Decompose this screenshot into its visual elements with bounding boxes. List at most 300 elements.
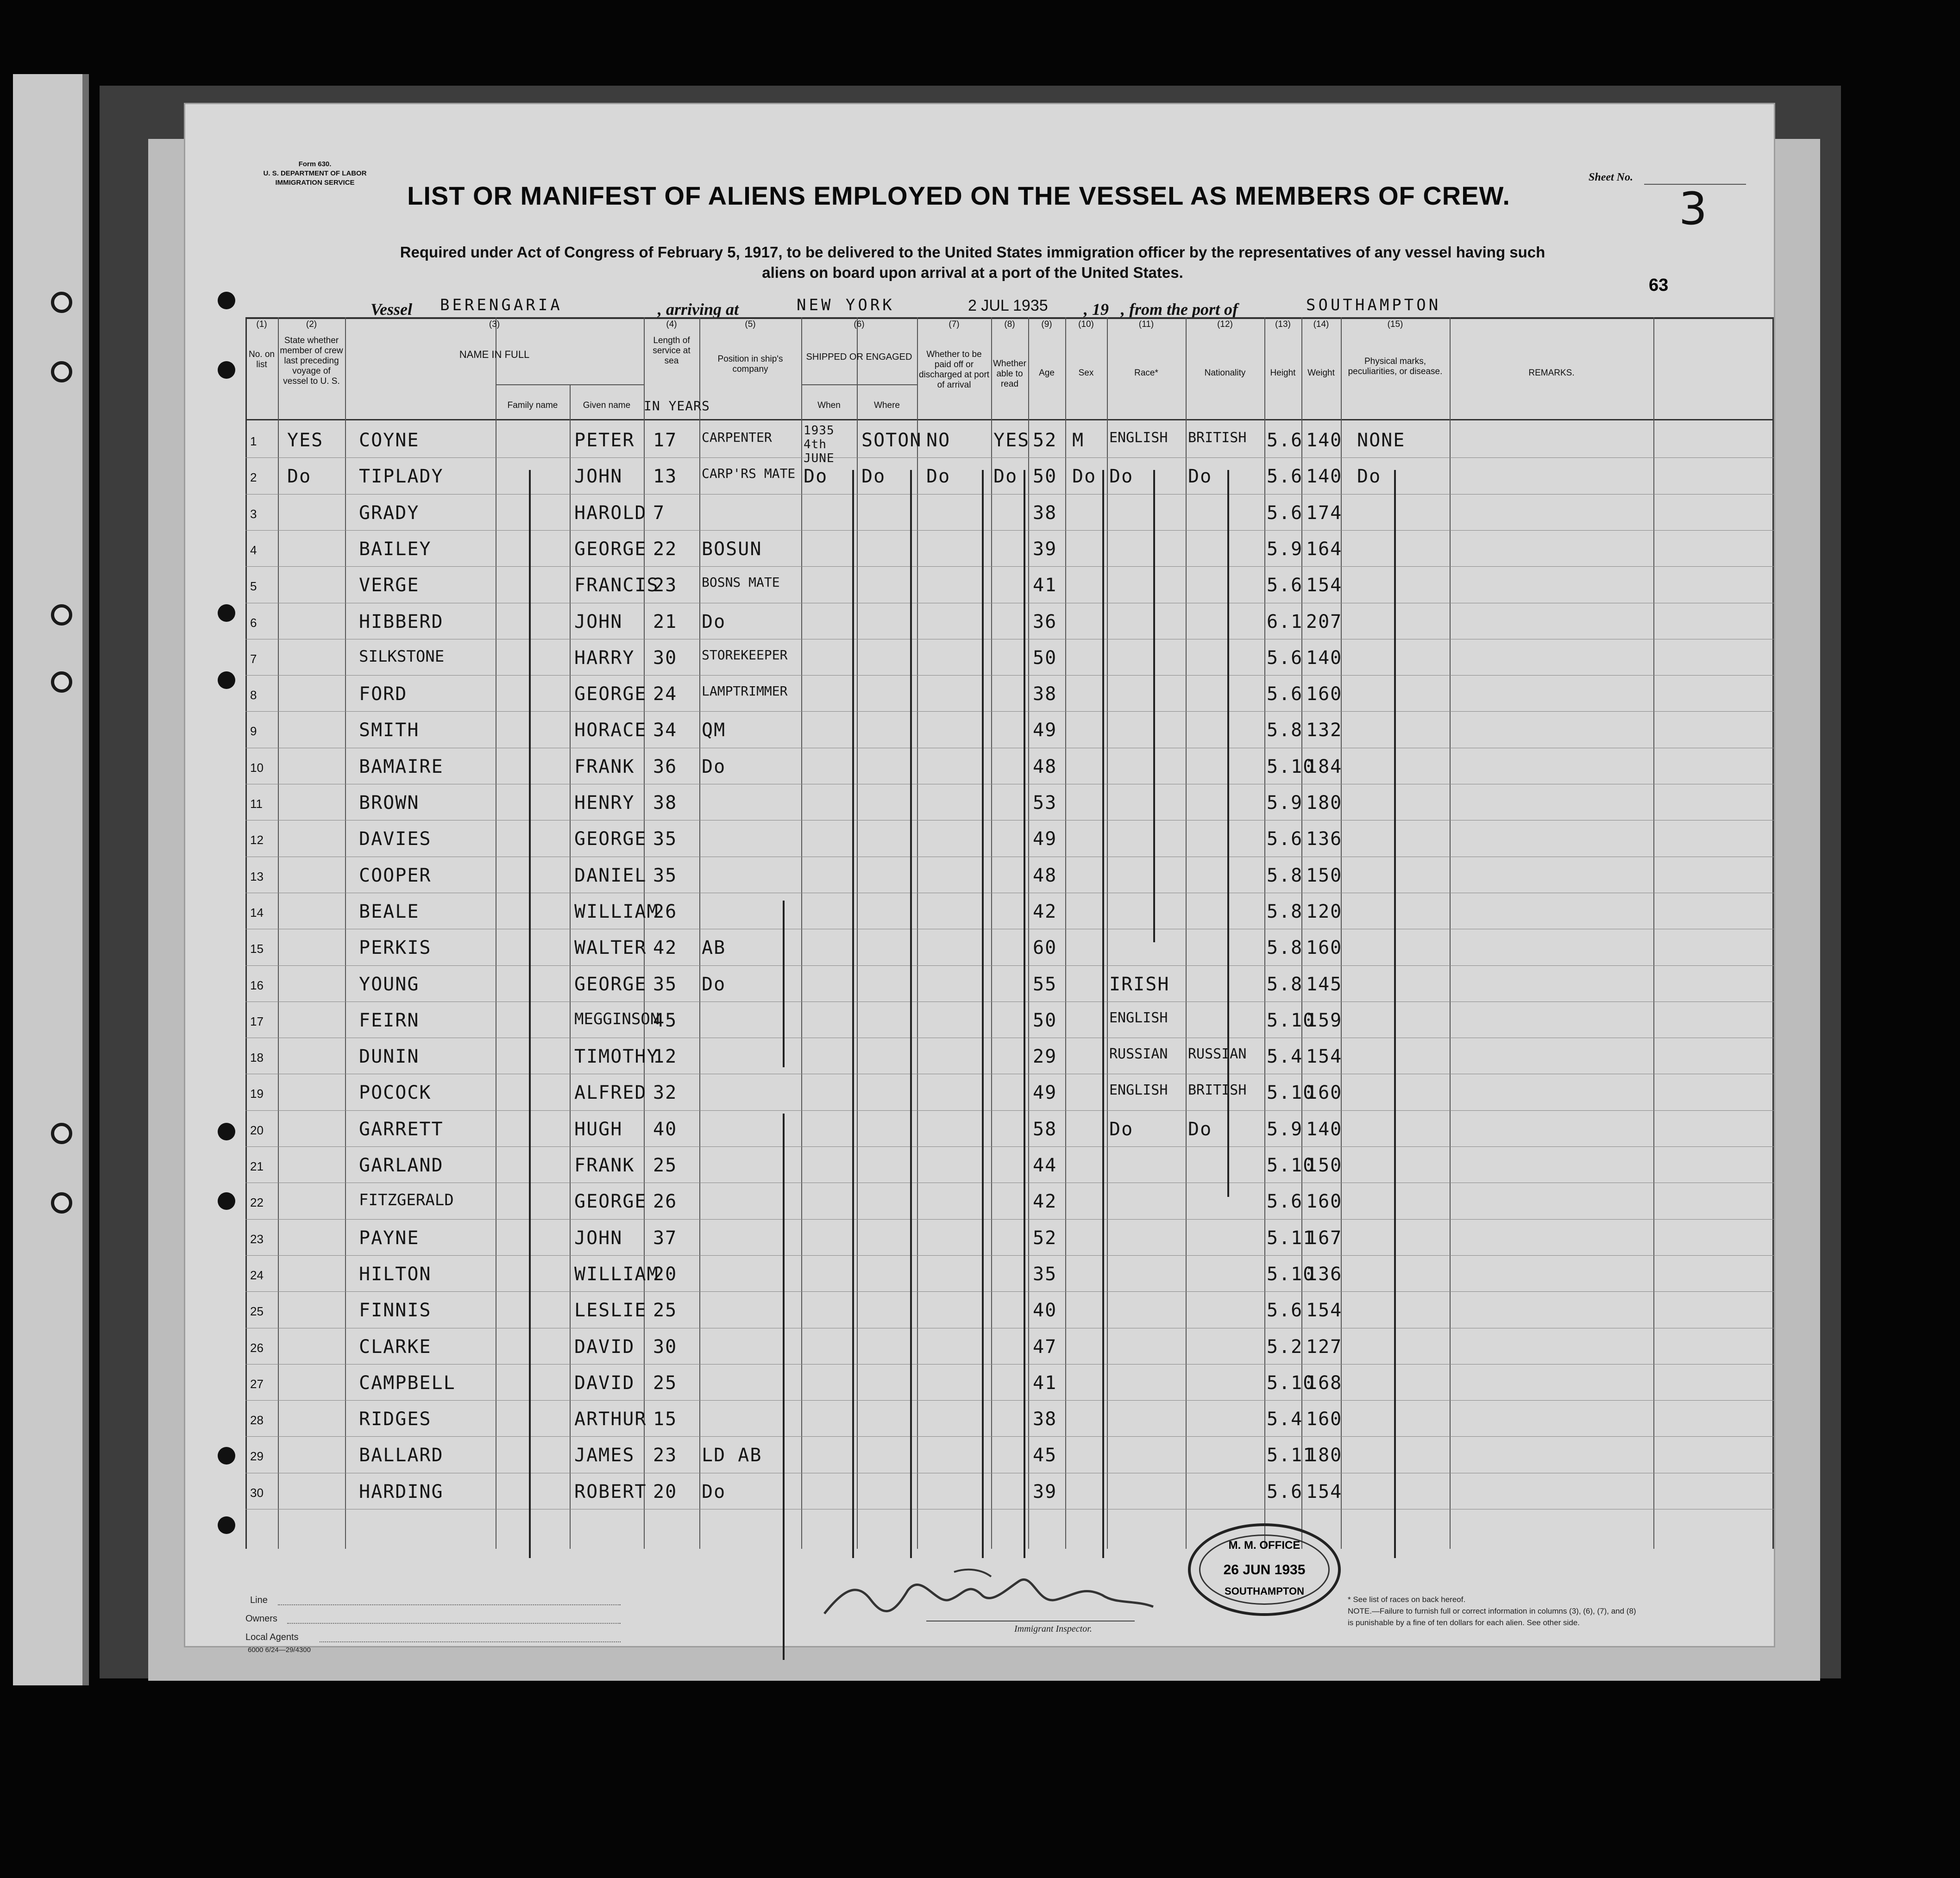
col-5-number: (5)	[745, 319, 756, 329]
cell-height: 5.11	[1267, 1227, 1315, 1249]
cell-family-name: BROWN	[359, 792, 420, 814]
cell-position: CARPENTER	[702, 430, 772, 445]
cell-row-number: 4	[250, 543, 257, 557]
page-title: LIST OR MANIFEST OF ALIENS EMPLOYED ON THE VESSEL AS MEMBERS OF CREW.	[407, 181, 1510, 210]
col-when: When	[817, 401, 841, 410]
cell-given-name: JOHN	[574, 611, 623, 632]
cell-family-name: CAMPBELL	[359, 1372, 456, 1394]
binder-left-edge	[13, 74, 89, 1685]
cell-age: 35	[1033, 1263, 1057, 1285]
cell-service-years: 25	[653, 1372, 678, 1394]
cell-weight: 140	[1306, 430, 1343, 451]
col-3-number: (3)	[489, 319, 500, 329]
col-name-in-full: NAME IN FULL	[459, 349, 530, 360]
cell-row-number: 2	[250, 470, 257, 485]
binder-ring-hole	[51, 1192, 72, 1214]
cell-age: 44	[1033, 1155, 1057, 1176]
cell-row-number: 11	[250, 797, 263, 811]
cell-height: 5.10	[1267, 1009, 1315, 1031]
cell-family-name: BALLARD	[359, 1445, 444, 1466]
fine-note-line-2: is punishable by a fine of ten dollars for each alien. See other side.	[1348, 1618, 1580, 1627]
col-sex: Sex	[1078, 368, 1094, 378]
departure-port: SOUTHAMPTON	[1306, 296, 1441, 314]
punch-hole	[218, 361, 235, 379]
ditto-line-read	[1024, 470, 1025, 1558]
row-rule	[245, 1400, 1774, 1401]
cell-family-name: SMITH	[359, 720, 420, 741]
col-nationality: Nationality	[1204, 368, 1246, 378]
vessel-line	[333, 291, 1621, 321]
form-heading	[239, 160, 391, 188]
cell-weight: 160	[1306, 1082, 1343, 1104]
col-shipped-or-engaged: SHIPPED OR ENGAGED	[806, 352, 912, 362]
cell-family-name: GARRETT	[359, 1118, 444, 1140]
cell-sex: Do	[1072, 466, 1097, 488]
cell-row-number: 12	[250, 833, 264, 847]
cell-weight: 160	[1306, 683, 1343, 705]
cell-weight: 184	[1306, 756, 1343, 777]
cell-height: 5.10	[1267, 756, 1315, 777]
col-race: Race*	[1134, 368, 1158, 378]
cell-height: 5.9	[1267, 538, 1303, 560]
ditto-line-when	[852, 470, 854, 1558]
cell-weight: 154	[1306, 1046, 1343, 1068]
cell-family-name: FEIRN	[359, 1009, 420, 1031]
cell-weight: 136	[1306, 1263, 1343, 1285]
shipped-subheader-rule	[801, 384, 917, 385]
col-14-number: (14)	[1313, 319, 1329, 329]
cell-nationality: RUSSIAN	[1188, 1046, 1247, 1063]
cell-weight: 180	[1306, 1445, 1343, 1466]
cell-given-name: HAROLD	[574, 502, 647, 524]
cell-row-number: 29	[250, 1449, 264, 1464]
cell-service-years: 25	[653, 1300, 678, 1321]
cell-height: 5.6	[1267, 1300, 1303, 1321]
cell-row-number: 10	[250, 760, 264, 775]
row-rule	[245, 1219, 1774, 1220]
cell-position: Do	[702, 1481, 726, 1502]
cell-sex: M	[1072, 430, 1085, 451]
col-previous-voyage: State whether member of crew last preceding voyage of vessel to U. S.	[280, 336, 343, 386]
cell-service-years: 15	[653, 1408, 678, 1430]
binder-ring-hole	[51, 671, 72, 693]
cell-service-years: 23	[653, 1445, 678, 1466]
cell-service-years: 23	[653, 575, 678, 596]
cell-height: 5.10	[1267, 1155, 1315, 1176]
cell-family-name: GARLAND	[359, 1155, 444, 1176]
inspector-signature	[815, 1563, 1158, 1628]
cell-age: 60	[1033, 937, 1057, 959]
cell-family-name: TIPLADY	[359, 466, 444, 488]
ditto-line-marks	[1394, 470, 1396, 1558]
cell-given-name: GEORGE	[574, 683, 647, 705]
cell-paid-off: Do	[926, 466, 951, 488]
cell-height: 5.6	[1267, 575, 1303, 596]
cell-service-years: 7	[653, 502, 666, 524]
cell-age: 52	[1033, 430, 1057, 451]
manifest-page	[185, 104, 1774, 1654]
subtitle-line-1: Required under Act of Congress of February 5, 1917, to be delivered to the United States immigration officer by the representatives of any vessel having such	[400, 244, 1545, 261]
cell-row-number: 20	[250, 1123, 264, 1137]
cell-age: 50	[1033, 466, 1057, 488]
cell-age: 53	[1033, 792, 1057, 814]
cell-able-to-read: YES	[993, 430, 1030, 451]
cell-service-years: 37	[653, 1227, 678, 1249]
col-height: Height	[1270, 368, 1296, 378]
cell-given-name: HORACE	[574, 720, 647, 741]
cell-row-number: 19	[250, 1087, 264, 1101]
cell-weight: 174	[1306, 502, 1343, 524]
punch-hole	[218, 1192, 235, 1210]
col-physical-marks: Physical marks, peculiarities, or disease.	[1348, 357, 1443, 376]
col-no-on-list: No. on list	[249, 350, 275, 369]
col-12-number: (12)	[1217, 319, 1233, 329]
cell-height: 5.10	[1267, 1082, 1315, 1104]
cell-row-number: 13	[250, 869, 264, 883]
cell-family-name: PERKIS	[359, 937, 432, 959]
races-note: * See list of races on back hereof.	[1348, 1595, 1466, 1604]
cell-position: Do	[702, 611, 726, 632]
row-rule	[245, 530, 1774, 531]
cell-paid-off: NO	[926, 430, 951, 451]
cell-weight: 154	[1306, 1300, 1343, 1321]
col-weight: Weight	[1307, 368, 1335, 378]
punch-hole	[218, 292, 235, 309]
binder-ring-hole	[51, 604, 72, 626]
cell-service-years: 17	[653, 430, 678, 451]
cell-height: 5.6	[1267, 683, 1303, 705]
cell-weight: 154	[1306, 1481, 1343, 1502]
cell-given-name: HENRY	[574, 792, 635, 814]
cell-service-years: 13	[653, 466, 678, 488]
arriving-label: , arriving at	[658, 300, 739, 319]
row-rule	[245, 457, 1774, 458]
cell-service-years: 42	[653, 937, 678, 959]
cell-given-name: DAVID	[574, 1336, 635, 1358]
header-bottom-rule	[245, 419, 1774, 420]
cell-position: QM	[702, 720, 726, 741]
cell-given-name: LESLIE	[574, 1300, 647, 1321]
cell-age: 49	[1033, 1082, 1057, 1104]
cell-row-number: 3	[250, 507, 257, 521]
cell-position: BOSUN	[702, 538, 762, 560]
cell-family-name: BEALE	[359, 901, 420, 922]
col-7-number: (7)	[949, 319, 960, 329]
cell-row-number: 30	[250, 1485, 264, 1500]
cell-height: 5.11	[1267, 1445, 1315, 1466]
punch-hole	[218, 1516, 235, 1534]
cell-race: Do	[1109, 1118, 1134, 1140]
cell-age: 52	[1033, 1227, 1057, 1249]
cell-family-name: DUNIN	[359, 1046, 420, 1068]
cell-physical-marks: Do	[1357, 466, 1382, 488]
cell-age: 40	[1033, 1300, 1057, 1321]
cell-row-number: 1	[250, 434, 257, 448]
cell-family-name: HIBBERD	[359, 611, 444, 632]
cell-given-name: WALTER	[574, 937, 647, 959]
cell-service-years: 20	[653, 1263, 678, 1285]
cell-row-number: 17	[250, 1014, 264, 1028]
print-code: 6000 6/24—29/4300	[248, 1646, 311, 1654]
cell-given-name: MEGGINSON	[574, 1009, 660, 1028]
cell-weight: 140	[1306, 466, 1343, 488]
cell-weight: 136	[1306, 828, 1343, 850]
line-rule	[278, 1604, 621, 1605]
stamp-place: SOUTHAMPTON	[1225, 1585, 1304, 1597]
crew-table	[245, 317, 1774, 1567]
cell-given-name: GEORGE	[574, 973, 647, 995]
cell-family-name: VERGE	[359, 575, 420, 596]
cell-shipped-where: SOTON	[861, 430, 922, 451]
agents-rule	[320, 1641, 621, 1642]
cell-age: 41	[1033, 1372, 1057, 1394]
cell-height: 5.8	[1267, 901, 1303, 922]
cell-row-number: 5	[250, 579, 257, 594]
cell-service-years: 30	[653, 647, 678, 669]
owners-rule	[287, 1623, 621, 1624]
cell-age: 49	[1033, 720, 1057, 741]
cell-family-name: FINNIS	[359, 1300, 432, 1321]
cell-weight: 160	[1306, 937, 1343, 959]
cell-given-name: DANIEL	[574, 864, 647, 886]
cell-nationality: Do	[1188, 1118, 1212, 1140]
ditto-line-race	[1153, 470, 1155, 942]
year-label: , 19	[1084, 300, 1109, 319]
cell-row-number: 18	[250, 1051, 264, 1065]
cell-family-name: COOPER	[359, 864, 432, 886]
cell-age: 39	[1033, 1481, 1057, 1502]
cell-row-number: 14	[250, 905, 264, 920]
row-rule	[245, 1110, 1774, 1111]
cell-service-years: 35	[653, 973, 678, 995]
col-paid-off: Whether to be paid off or discharged at port of arrival	[918, 350, 990, 390]
cell-position: STOREKEEPER	[702, 647, 788, 663]
service-name: IMMIGRATION SERVICE	[275, 179, 355, 187]
cell-position: Do	[702, 973, 726, 995]
cell-age: 58	[1033, 1118, 1057, 1140]
cell-height: 5.10	[1267, 1372, 1315, 1394]
table-top-rule	[245, 317, 1774, 319]
punch-hole	[218, 1447, 235, 1465]
cell-previous-voyage: Do	[287, 466, 312, 488]
cell-height: 5.6	[1267, 647, 1303, 669]
punch-hole	[218, 604, 235, 622]
cell-weight: 164	[1306, 538, 1343, 560]
cell-age: 48	[1033, 864, 1057, 886]
cell-family-name: DAVIES	[359, 828, 432, 850]
cell-able-to-read: Do	[993, 466, 1018, 488]
department-name: U. S. DEPARTMENT OF LABOR	[263, 169, 367, 177]
row-rule	[245, 1436, 1774, 1437]
cell-height: 5.4	[1267, 1046, 1303, 1068]
cell-row-number: 7	[250, 651, 257, 666]
col-given-name: Given name	[583, 401, 631, 410]
cell-position: LAMPTRIMMER	[702, 683, 788, 699]
cell-given-name: GEORGE	[574, 538, 647, 560]
cell-height: 5.10	[1267, 1263, 1315, 1285]
cell-service-years: 45	[653, 1009, 678, 1031]
cell-weight: 150	[1306, 1155, 1343, 1176]
cell-age: 36	[1033, 611, 1057, 632]
binder-ring-hole	[51, 361, 72, 382]
cell-service-years: 40	[653, 1118, 678, 1140]
cell-weight: 160	[1306, 1191, 1343, 1213]
cell-given-name: GEORGE	[574, 828, 647, 850]
cell-age: 38	[1033, 502, 1057, 524]
cell-service-years: 22	[653, 538, 678, 560]
ditto-line-position	[783, 1114, 785, 1660]
cell-weight: 132	[1306, 720, 1343, 741]
fine-note-line-1: NOTE.—Failure to furnish full or correct information in columns (3), (6), (7), and (8)	[1348, 1607, 1636, 1615]
cell-age: 38	[1033, 1408, 1057, 1430]
cell-position: LD AB	[702, 1445, 762, 1466]
col-2-number: (2)	[306, 319, 317, 329]
cell-given-name: FRANCIS	[574, 575, 659, 596]
stamp-office: M. M. OFFICE	[1228, 1539, 1300, 1552]
cell-height: 5.8	[1267, 937, 1303, 959]
cell-given-name: WILLIAM	[574, 901, 659, 922]
col-11-number: (11)	[1138, 319, 1154, 329]
ditto-line-where	[910, 470, 912, 1558]
cell-family-name: CLARKE	[359, 1336, 432, 1358]
col-1-number: (1)	[256, 319, 267, 329]
subtitle-line-2: aliens on board upon arrival at a port of the United States.	[762, 264, 1183, 281]
col-9-number: (9)	[1041, 319, 1052, 329]
cell-given-name: FRANK	[574, 1155, 635, 1176]
cell-row-number: 27	[250, 1377, 264, 1391]
cell-age: 55	[1033, 973, 1057, 995]
cell-row-number: 16	[250, 978, 264, 992]
cell-height: 5.2	[1267, 1336, 1303, 1358]
cell-given-name: ALFRED	[574, 1082, 647, 1104]
cell-row-number: 22	[250, 1196, 264, 1210]
row-rule	[245, 675, 1774, 676]
row-rule	[245, 711, 1774, 712]
sheet-number: 3	[1679, 183, 1708, 235]
cell-weight: 140	[1306, 647, 1343, 669]
cell-height: 5.6	[1267, 502, 1303, 524]
cell-service-years: 26	[653, 1191, 678, 1213]
cell-service-years: 35	[653, 828, 678, 850]
cell-service-years: 36	[653, 756, 678, 777]
cell-shipped-where: Do	[861, 466, 886, 488]
cell-given-name: JOHN	[574, 466, 623, 488]
cell-shipped-when: 1935 4th JUNE	[804, 424, 835, 465]
punch-hole	[218, 671, 235, 689]
row-rule	[245, 566, 1774, 567]
cell-given-name: ARTHUR	[574, 1408, 647, 1430]
cell-row-number: 8	[250, 688, 257, 702]
cell-age: 45	[1033, 1445, 1057, 1466]
row-rule	[245, 1291, 1774, 1292]
cell-family-name: FITZGERALD	[359, 1191, 454, 1210]
cell-family-name: BAMAIRE	[359, 756, 444, 777]
arriving-port: NEW YORK	[797, 296, 895, 314]
ditto-line-previous-voyage	[529, 470, 531, 1558]
line-label: Line	[250, 1595, 268, 1605]
cell-service-years: 30	[653, 1336, 678, 1358]
cell-row-number: 21	[250, 1159, 264, 1173]
cell-age: 39	[1033, 538, 1057, 560]
cell-weight: 127	[1306, 1336, 1343, 1358]
cell-given-name: ROBERT	[574, 1481, 647, 1502]
col-4-number: (4)	[666, 319, 677, 329]
cell-family-name: FORD	[359, 683, 408, 705]
cell-height: 5.6	[1267, 828, 1303, 850]
cell-weight: 140	[1306, 1118, 1343, 1140]
cell-race: RUSSIAN	[1109, 1046, 1168, 1063]
cell-given-name: JOHN	[574, 1227, 623, 1249]
cell-nationality: BRITISH	[1188, 1082, 1247, 1099]
row-rule	[245, 1364, 1774, 1365]
cell-service-years: 21	[653, 611, 678, 632]
col-10-number: (10)	[1078, 319, 1094, 329]
cell-age: 41	[1033, 575, 1057, 596]
cell-physical-marks: NONE	[1357, 430, 1406, 451]
col-family-name: Family name	[507, 401, 558, 410]
cell-family-name: SILKSTONE	[359, 647, 445, 666]
row-rule	[245, 965, 1774, 966]
cell-service-years: 26	[653, 901, 678, 922]
col-remarks: REMARKS.	[1528, 368, 1575, 378]
cell-service-years: 24	[653, 683, 678, 705]
ditto-line-nationality	[1227, 470, 1229, 1197]
cell-given-name: PETER	[574, 430, 635, 451]
cell-height: 5.8	[1267, 973, 1303, 995]
col-where: Where	[874, 401, 900, 410]
col-position: Position in ship's company	[717, 354, 783, 374]
cell-position: Do	[702, 756, 726, 777]
cell-previous-voyage: YES	[287, 430, 324, 451]
cell-age: 42	[1033, 901, 1057, 922]
mm-office-stamp	[1188, 1523, 1341, 1616]
cell-given-name: DAVID	[574, 1372, 635, 1394]
cell-weight: 168	[1306, 1372, 1343, 1394]
cell-family-name: PAYNE	[359, 1227, 420, 1249]
cell-age: 50	[1033, 1009, 1057, 1031]
cell-height: 5.6	[1267, 466, 1303, 488]
cell-family-name: YOUNG	[359, 973, 420, 995]
cell-service-years: 34	[653, 720, 678, 741]
cell-family-name: HILTON	[359, 1263, 432, 1285]
cell-service-years: 32	[653, 1082, 678, 1104]
cell-service-years: 35	[653, 864, 678, 886]
cell-family-name: BAILEY	[359, 538, 432, 560]
cell-position: CARP'RS MATE	[702, 466, 796, 482]
cell-given-name: HARRY	[574, 647, 635, 669]
cell-weight: 207	[1306, 611, 1343, 632]
cell-service-years: 20	[653, 1481, 678, 1502]
where-divider	[857, 384, 858, 1549]
cell-row-number: 26	[250, 1340, 264, 1355]
cell-nationality: BRITISH	[1188, 430, 1247, 446]
from-label: , from the port of	[1121, 300, 1238, 319]
cell-race: ENGLISH	[1109, 1009, 1168, 1026]
cell-age: 48	[1033, 756, 1057, 777]
form-number: Form 630.	[298, 160, 332, 168]
cell-service-years: 38	[653, 792, 678, 814]
cell-service-years: 25	[653, 1155, 678, 1176]
punch-hole	[218, 1123, 235, 1140]
cell-height: 5.9	[1267, 792, 1303, 814]
ditto-line-sex	[1102, 470, 1104, 1558]
cell-family-name: HARDING	[359, 1481, 444, 1502]
vessel-name: BERENGARIA	[440, 296, 563, 314]
col-service-units-handwritten: IN YEARS	[644, 398, 710, 413]
row-rule	[245, 494, 1774, 495]
cell-given-name: WILLIAM	[574, 1263, 659, 1285]
ditto-line-paid-off	[982, 470, 984, 1558]
